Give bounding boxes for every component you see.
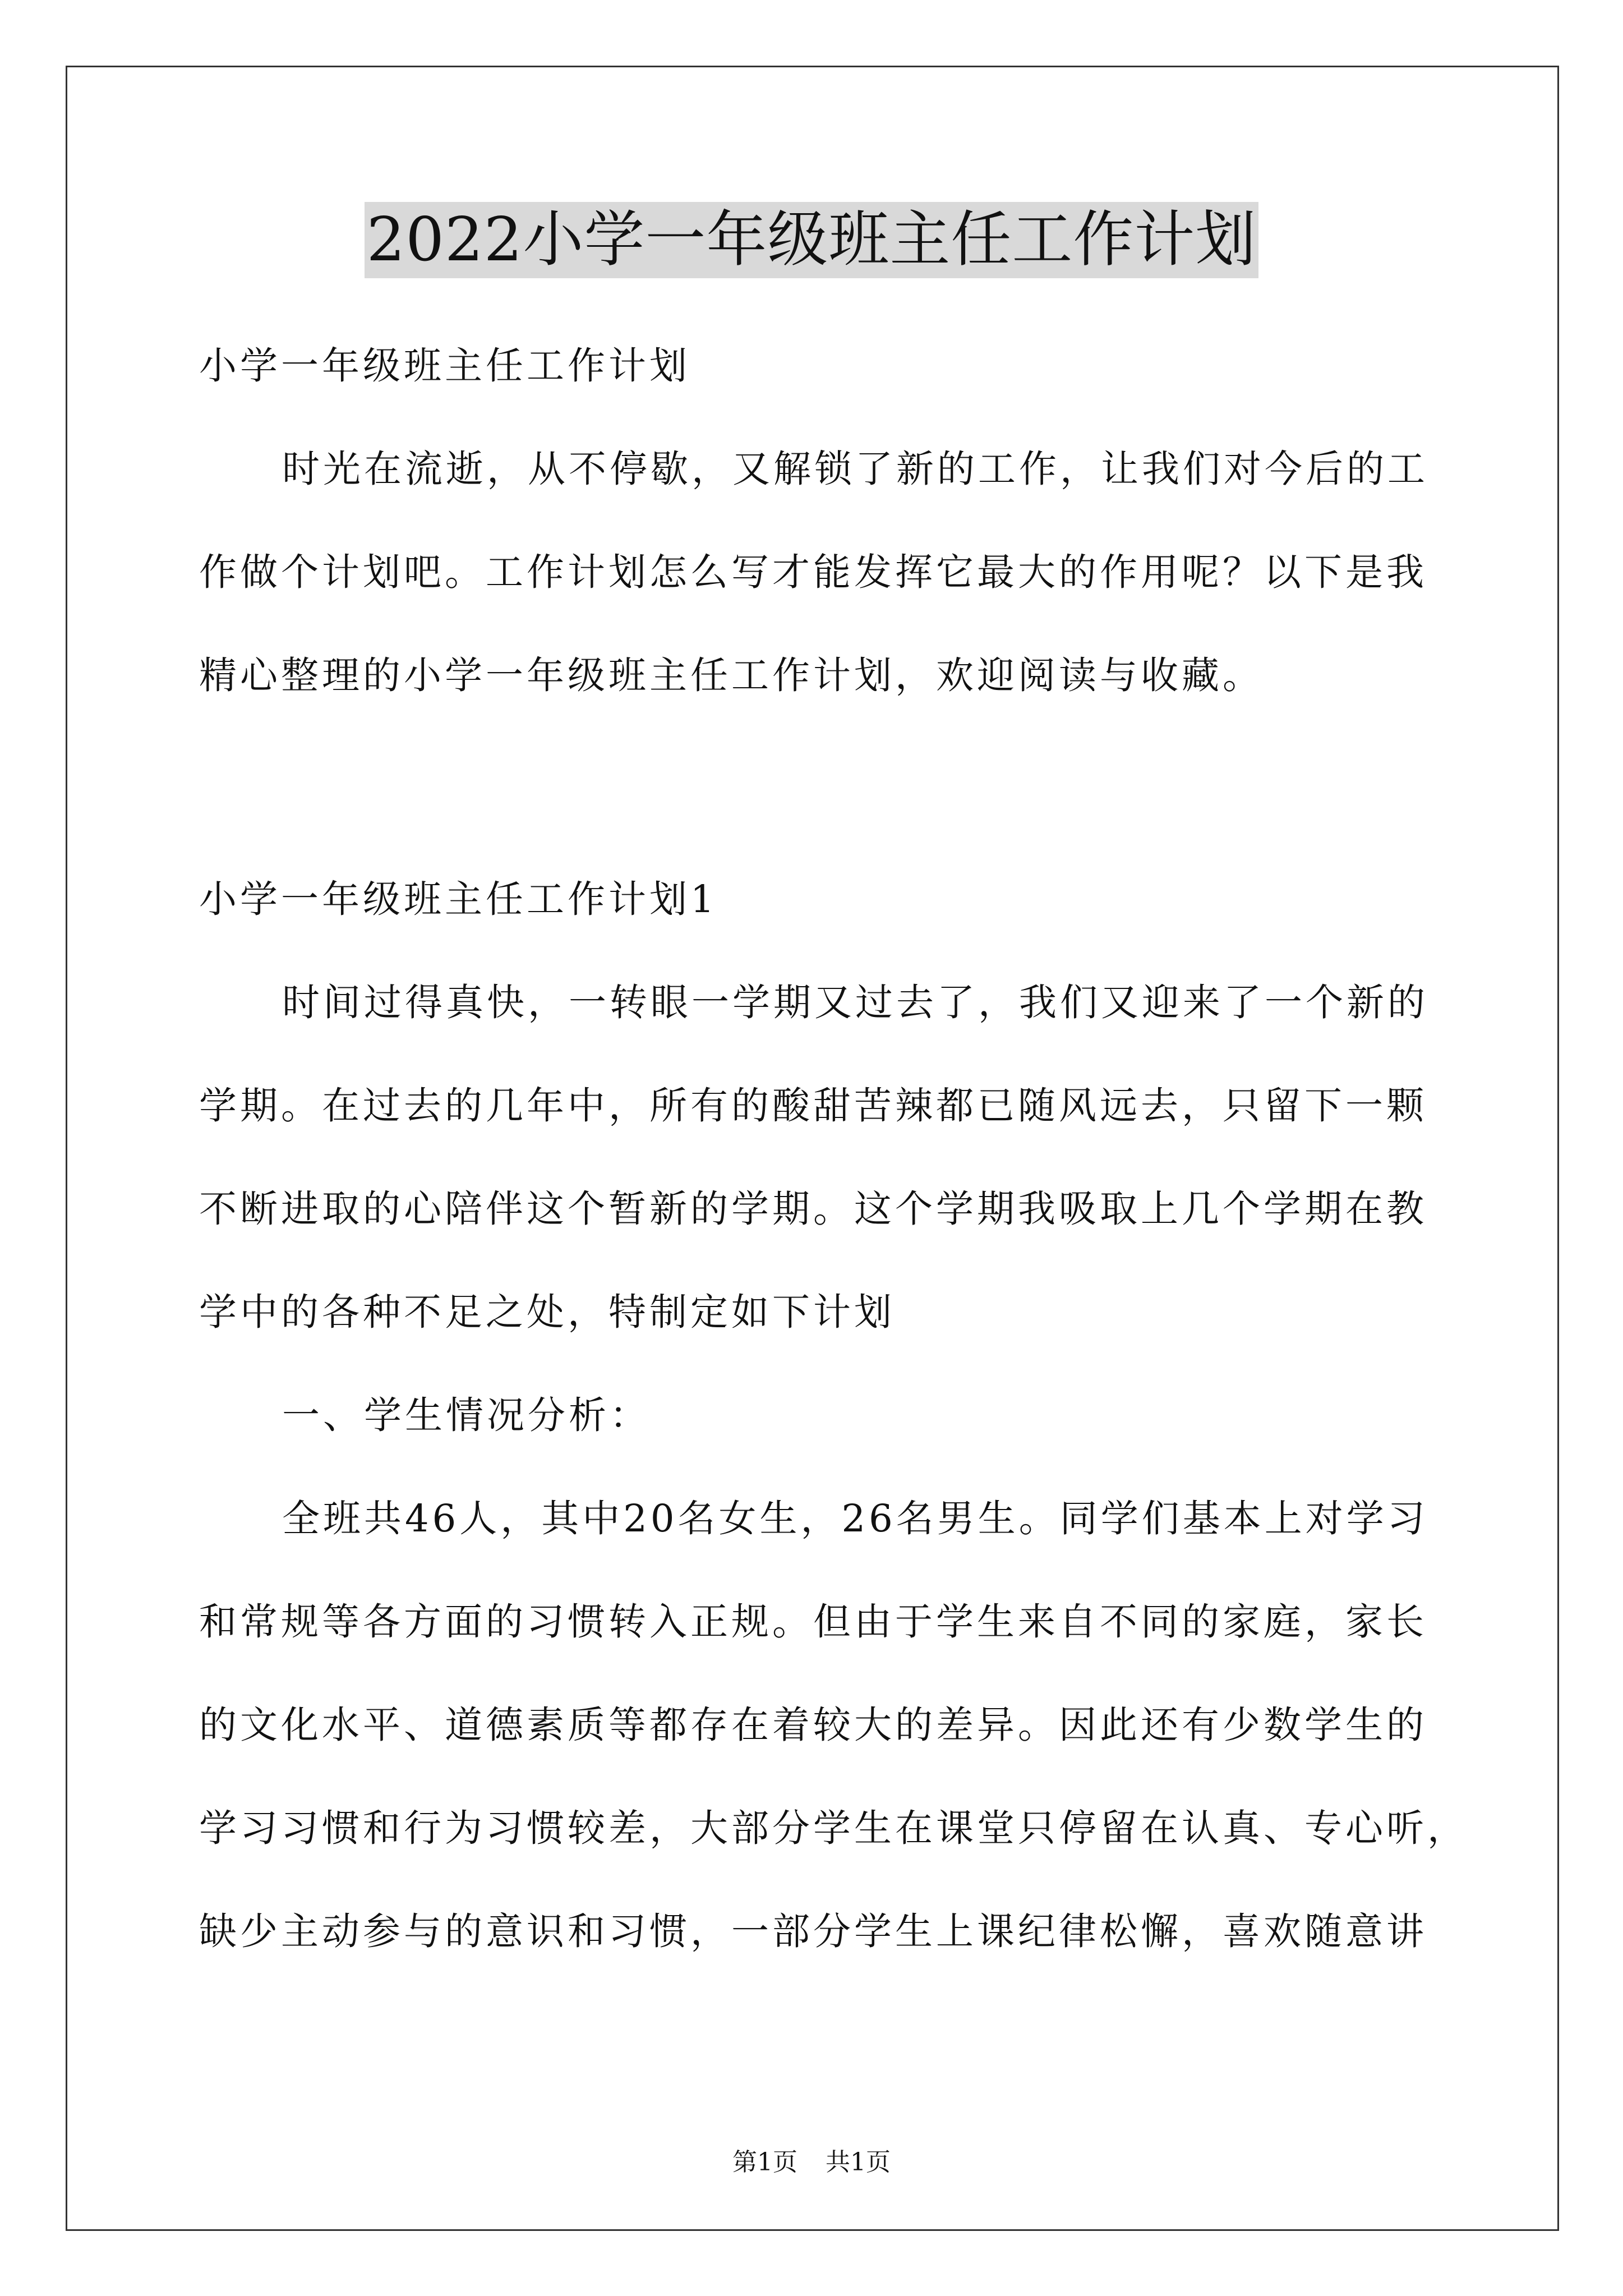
section-heading: 小学一年级班主任工作计划1: [199, 877, 718, 921]
document-body: [199, 314, 1468, 1983]
body-line: 学中的各种不足之处，特制定如下计划: [199, 1290, 895, 1334]
document-title: 2022小学一年级班主任工作计划: [365, 202, 1259, 278]
title-container: [0, 202, 1623, 278]
body-line: 和常规等各方面的习惯转入正规。但由于学生来自不同的家庭，家长: [199, 1600, 1427, 1644]
section-gap: [199, 727, 1433, 848]
intro-line: 时光在流逝，从不停歇，又解锁了新的工作，让我们对今后的工: [282, 447, 1428, 491]
body-line: 全班共46人，其中20名女生，26名男生。同学们基本上对学习: [282, 1497, 1428, 1540]
intro-line: 精心整理的小学一年级班主任工作计划，欢迎阅读与收藏。: [199, 654, 1264, 697]
page-footer: [0, 2146, 1623, 2179]
subtitle: 小学一年级班主任工作计划: [199, 344, 690, 388]
body-line: 不断进取的心陪伴这个暂新的学期。这个学期我吸取上几个学期在教: [199, 1187, 1427, 1231]
page-number: 第1页: [732, 2148, 797, 2177]
body-line: 的文化水平、道德素质等都存在着较大的差异。因此还有少数学生的: [199, 1703, 1427, 1747]
page-total: 共1页: [826, 2148, 891, 2177]
intro-line: 作做个计划吧。工作计划怎么写才能发挥它最大的作用呢？以下是我: [199, 550, 1427, 594]
body-line: 缺少主动参与的意识和习惯，一部分学生上课纪律松懈，喜欢随意讲: [199, 1910, 1427, 1953]
subsection-heading: 一、学生情况分析：: [282, 1393, 651, 1437]
body-line: 学期。在过去的几年中，所有的酸甜苦辣都已随风远去，只留下一颗: [199, 1084, 1427, 1128]
body-line: 学习习惯和行为习惯较差，大部分学生在课堂只停留在认真、专心听，: [199, 1806, 1468, 1850]
body-line: 时间过得真快，一转眼一学期又过去了，我们又迎来了一个新的: [282, 981, 1428, 1024]
